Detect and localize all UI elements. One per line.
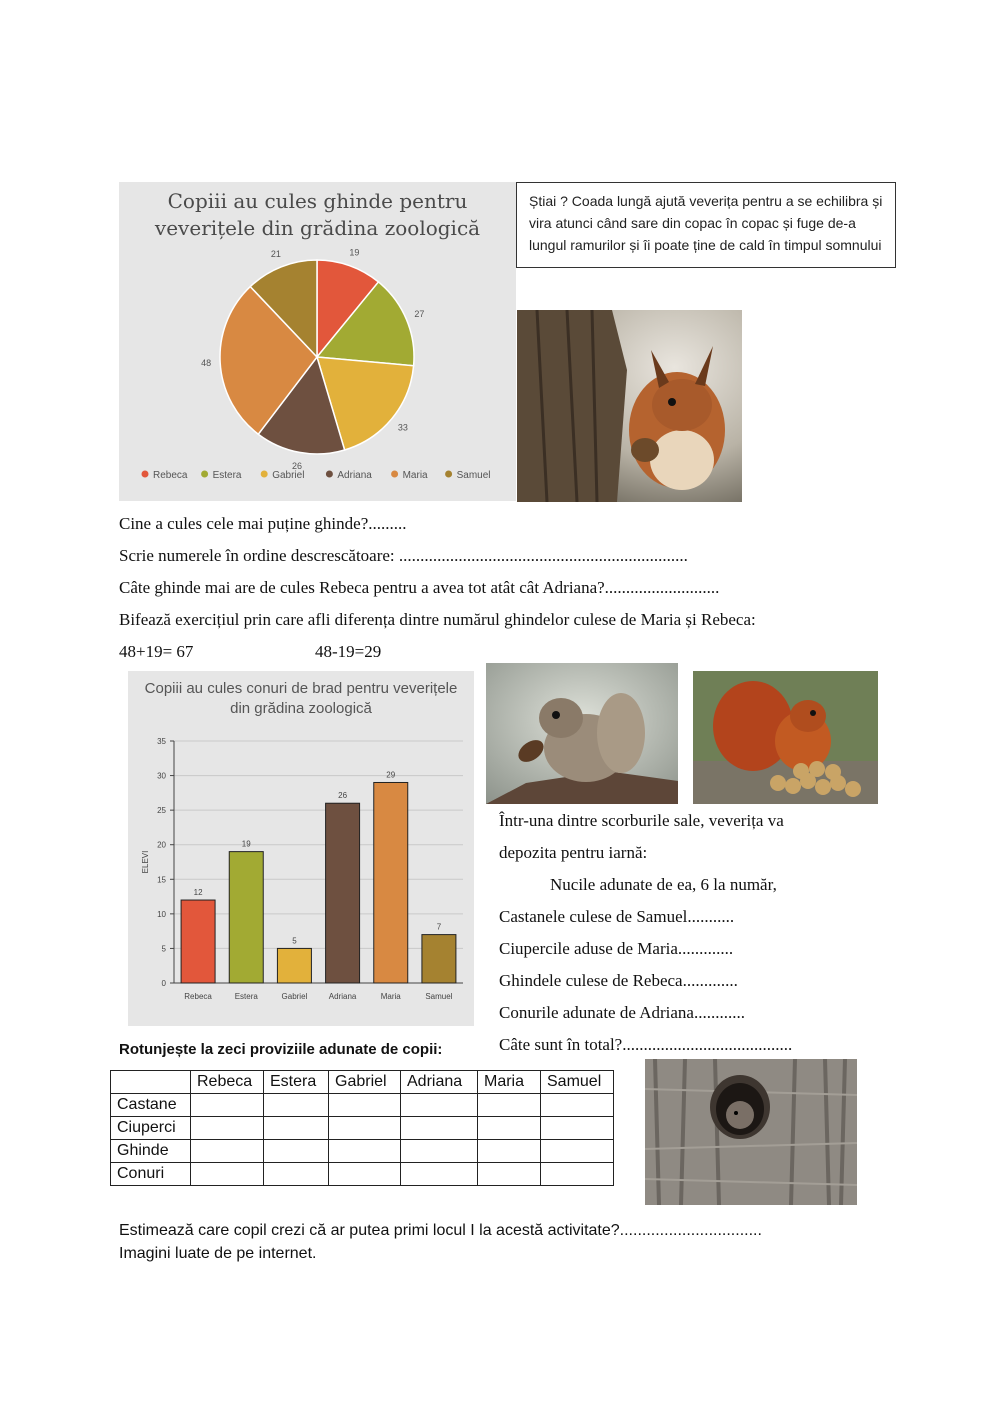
legend-marker <box>142 471 149 478</box>
table-header-empty <box>111 1071 191 1094</box>
table-cell[interactable] <box>329 1163 401 1186</box>
bar-data-label: 12 <box>193 888 203 898</box>
storage-total: Câte sunt în total?........................................ <box>499 1035 793 1054</box>
y-tick-label: 0 <box>161 979 166 988</box>
storage-mushrooms: Ciupercile aduse de Maria............. <box>499 939 734 958</box>
legend-label: Rebeca <box>153 470 188 481</box>
table-cell[interactable] <box>191 1140 264 1163</box>
table-cell[interactable] <box>401 1117 478 1140</box>
storage-nuts: Nucile adunate de ea, 6 la număr, <box>550 875 777 894</box>
pie-data-label: 33 <box>397 422 408 433</box>
fun-fact-line1: Știai ? Coada lungă ajută veverița pentru a se echilibra și <box>529 193 883 209</box>
bar-rebeca <box>181 900 215 983</box>
legend-marker <box>326 471 333 478</box>
table-cell[interactable] <box>401 1163 478 1186</box>
table-cell[interactable] <box>478 1163 541 1186</box>
table-cell[interactable] <box>329 1117 401 1140</box>
x-tick-label: Estera <box>234 992 258 1001</box>
question-4: Bifează exercițiul prin care afli diferența dintre numărul ghindelor culese de Maria și Rebeca: <box>119 610 756 629</box>
x-tick-label: Rebeca <box>184 992 212 1001</box>
pie-data-label: 48 <box>201 358 212 369</box>
storage-intro-2: depozita pentru iarnă: <box>499 843 648 862</box>
legend-label: Estera <box>212 470 242 481</box>
table-row <box>111 1140 614 1163</box>
table-header-row <box>111 1071 614 1094</box>
bar-data-label: 26 <box>338 791 348 801</box>
fun-fact-line2: vira atunci când sare din copac în copac și fuge de-a <box>529 215 856 231</box>
pie-title-line2: veverițele din grădina zoologică <box>154 216 481 240</box>
table-cell[interactable] <box>191 1117 264 1140</box>
bar-gabriel <box>277 948 311 983</box>
table-cell[interactable] <box>264 1094 329 1117</box>
estimate-question: Estimează care copil crezi că ar putea primi locul I la acestă activitate?................................ <box>119 1222 762 1239</box>
table-cell[interactable] <box>478 1140 541 1163</box>
y-tick-label: 25 <box>157 806 166 816</box>
question-3: Câte ghinde mai are de cules Rebeca pentru a avea tot atât cât Adriana?........................... <box>119 578 720 597</box>
table-cell[interactable] <box>401 1140 478 1163</box>
bar-data-label: 29 <box>386 770 396 780</box>
table-header-maria: Maria <box>478 1071 541 1094</box>
table-cell[interactable] <box>541 1094 614 1117</box>
bar-title-line2: din grădina zoologică <box>230 700 372 717</box>
storage-chestnuts: Castanele culese de Samuel........... <box>499 907 735 926</box>
table-row <box>111 1094 614 1117</box>
legend-label: Adriana <box>337 470 372 481</box>
table-cell[interactable] <box>191 1163 264 1186</box>
table-cell[interactable] <box>541 1117 614 1140</box>
pie-title-line1: Copiii au cules ghinde pentru <box>167 189 468 213</box>
pie-data-label: 19 <box>349 247 360 258</box>
exercise-option-1[interactable]: 48+19= 67 <box>119 642 194 661</box>
bar-chart-panel <box>128 671 474 1026</box>
table-cell[interactable] <box>264 1163 329 1186</box>
y-axis-label: ELEVI <box>141 850 150 874</box>
question-2: Scrie numerele în ordine descrescătoare: .................................................................... <box>119 546 688 565</box>
table-cell[interactable] <box>541 1140 614 1163</box>
pie-chart-panel <box>119 182 516 501</box>
squirrel-pine-cone-photo <box>486 663 678 804</box>
squirrel-on-tree-photo <box>517 310 742 502</box>
table-row <box>111 1163 614 1186</box>
squirrel-tree-hole-photo <box>645 1059 857 1205</box>
table-header-samuel: Samuel <box>541 1071 614 1094</box>
legend-marker <box>391 471 398 478</box>
legend-marker <box>261 471 268 478</box>
table-header-rebeca: Rebeca <box>191 1071 264 1094</box>
image-credits: Imagini luate de pe internet. <box>119 1245 317 1262</box>
row-label-ciuperci: Ciuperci <box>111 1117 191 1140</box>
bar-samuel <box>422 935 456 983</box>
legend-label: Maria <box>402 470 428 481</box>
y-tick-label: 30 <box>157 771 166 781</box>
x-tick-label: Samuel <box>425 992 453 1001</box>
bar-title-line1: Copiii au cules conuri de brad pentru veverițele <box>144 680 458 697</box>
legend-marker <box>201 471 208 478</box>
bar-data-label: 19 <box>241 839 251 849</box>
bar-estera <box>229 852 263 983</box>
row-label-castane: Castane <box>111 1094 191 1117</box>
exercise-option-2[interactable]: 48-19=29 <box>315 642 382 661</box>
table-cell[interactable] <box>478 1094 541 1117</box>
legend-label: Gabriel <box>272 470 305 481</box>
table-cell[interactable] <box>191 1094 264 1117</box>
bar-maria <box>374 782 408 983</box>
fun-fact-line3: lungul ramurilor și îi poate ține de cald în timpul somnului <box>529 237 882 253</box>
y-tick-label: 10 <box>157 909 166 919</box>
x-tick-label: Adriana <box>328 992 357 1001</box>
legend-marker <box>445 471 452 478</box>
question-1: Cine a cules cele mai puține ghinde?......... <box>119 514 407 533</box>
rounding-instruction: Rotunjește la zeci proviziile adunate de copii: <box>119 1041 443 1058</box>
row-label-conuri: Conuri <box>111 1163 191 1186</box>
bar-data-label: 7 <box>436 922 442 932</box>
pie-chart-title <box>119 188 516 242</box>
bar-chart-title <box>128 679 474 719</box>
bar-adriana <box>326 803 360 983</box>
table-row <box>111 1117 614 1140</box>
storage-intro-1: Într-una dintre scorburile sale, veverița va <box>499 811 784 830</box>
storage-acorns: Ghindele culese de Rebeca............. <box>499 971 738 990</box>
table-header-adriana: Adriana <box>401 1071 478 1094</box>
row-label-ghinde: Ghinde <box>111 1140 191 1163</box>
table-cell[interactable] <box>329 1140 401 1163</box>
table-cell[interactable] <box>264 1117 329 1140</box>
x-tick-label: Maria <box>380 992 401 1001</box>
bar-data-label: 5 <box>292 936 297 946</box>
pie-data-label: 27 <box>414 309 425 320</box>
bar-chart <box>128 671 474 1026</box>
table-header-gabriel: Gabriel <box>329 1071 401 1094</box>
table-cell[interactable] <box>401 1094 478 1117</box>
y-tick-label: 5 <box>161 944 166 954</box>
table-cell[interactable] <box>541 1163 614 1186</box>
y-tick-label: 15 <box>157 875 166 885</box>
table-header-estera: Estera <box>264 1071 329 1094</box>
table-cell[interactable] <box>478 1117 541 1140</box>
pie-data-label: 26 <box>292 461 303 472</box>
y-tick-label: 20 <box>157 840 166 850</box>
rounding-table <box>110 1070 614 1186</box>
legend-label: Samuel <box>456 470 491 481</box>
x-tick-label: Gabriel <box>281 992 308 1001</box>
y-tick-label: 35 <box>157 737 166 746</box>
table-cell[interactable] <box>264 1140 329 1163</box>
storage-cones: Conurile adunate de Adriana............ <box>499 1003 745 1022</box>
fun-fact-box <box>516 182 896 268</box>
table-cell[interactable] <box>329 1094 401 1117</box>
pie-data-label: 21 <box>270 248 281 259</box>
squirrel-with-nuts-photo <box>693 671 878 804</box>
